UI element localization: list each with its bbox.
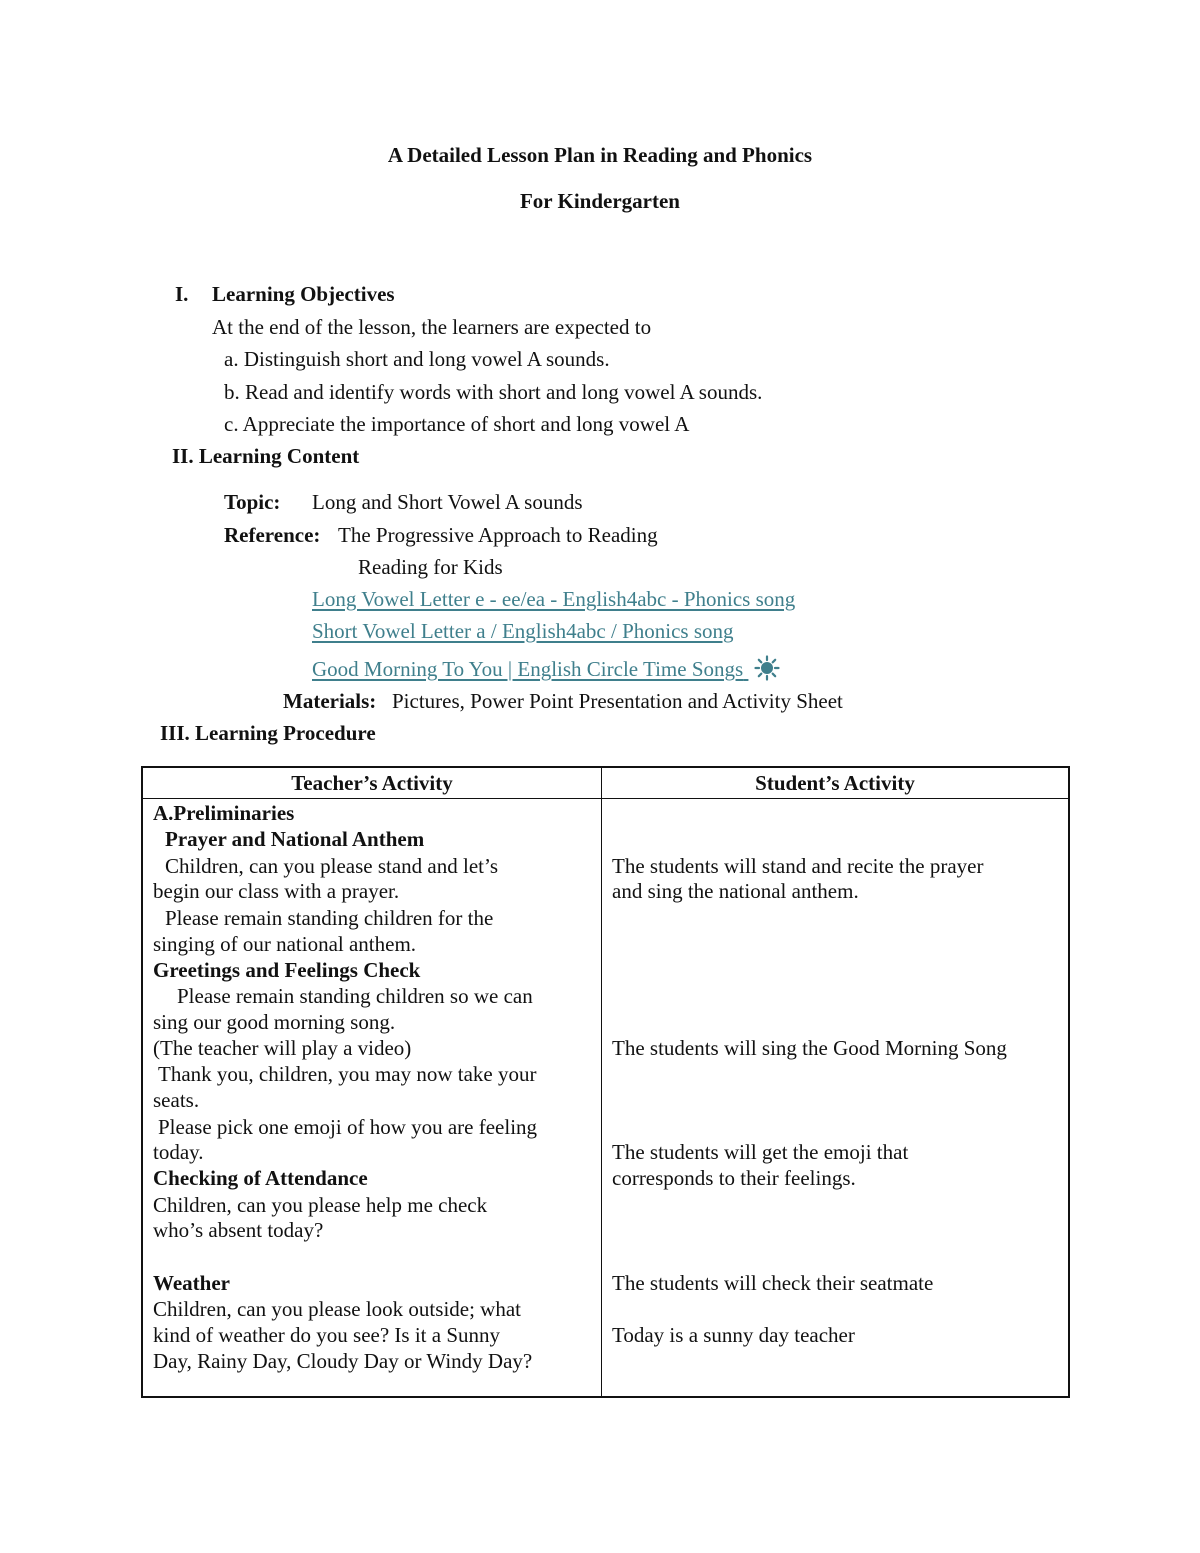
doc-title: A Detailed Lesson Plan in Reading and Phonics [387,143,813,167]
reference-link-good-morning-label: Good Morning To You | English Circle Time Songs [312,657,744,681]
topic-value: Long and Short Vowel A sounds [312,490,583,514]
prayer-line-1a: Children, can you please stand and let’s [165,854,498,878]
materials-label: Materials: [283,689,377,713]
section-preliminaries: A.Preliminaries [153,801,295,825]
student-line-3b: corresponds to their feelings. [612,1166,856,1190]
weather-heading: Weather [153,1271,230,1295]
reference-extra: Reading for Kids [358,555,503,579]
objectives-intro: At the end of the lesson, the learners are expected to [212,315,652,339]
weather-line-1a: Children, can you please look outside; what [153,1297,522,1321]
weather-line-1b: kind of weather do you see? Is it a Sunny [153,1323,501,1347]
table-header-divider [143,798,1068,799]
objectives-numeral: I. [175,282,189,306]
greet-line-1b: sing our good morning song. [153,1010,396,1034]
content-heading: II. Learning Content [172,444,360,468]
greet-line-4a: Please pick one emoji of how you are feeling [158,1115,538,1139]
greet-line-3a: Thank you, children, you may now take your [158,1062,537,1086]
topic-label: Topic: [224,490,281,514]
student-line-5: Today is a sunny day teacher [612,1323,855,1347]
reference-link-short-vowel[interactable]: Short Vowel Letter a / English4abc / Phonics song [312,619,734,643]
col-header-teacher: Teacher’s Activity [291,771,453,795]
greet-line-4b: today. [153,1140,204,1164]
student-line-2: The students will sing the Good Morning Song [612,1036,1007,1060]
attendance-heading: Checking of Attendance [153,1166,368,1190]
student-line-1b: and sing the national anthem. [612,879,859,903]
greet-line-2: (The teacher will play a video) [153,1036,412,1060]
reference-link-long-vowel[interactable]: Long Vowel Letter e - ee/ea - English4abc - Phonics song [312,587,796,611]
objective-item-b: b. Read and identify words with short and long vowel A sounds. [224,380,763,404]
objective-item-c: c. Appreciate the importance of short and long vowel A [224,412,690,436]
materials-value: Pictures, Power Point Presentation and Activity Sheet [392,689,843,713]
prayer-line-2b: singing of our national anthem. [153,932,417,956]
prayer-line-2a: Please remain standing children for the [165,906,494,930]
objectives-heading: Learning Objectives [212,282,395,306]
student-line-4: The students will check their seatmate [612,1271,934,1295]
reference-value: The Progressive Approach to Reading [338,523,658,547]
attendance-line-1a: Children, can you please help me check [153,1193,488,1217]
sun-icon [754,655,780,681]
weather-line-1c: Day, Rainy Day, Cloudy Day or Windy Day? [153,1349,533,1373]
col-header-student: Student’s Activity [755,771,915,795]
doc-subtitle: For Kindergarten [519,189,680,213]
greet-line-1a: Please remain standing children so we can [177,984,533,1008]
procedure-heading: III. Learning Procedure [160,721,376,745]
greet-heading: Greetings and Feelings Check [153,958,421,982]
attendance-line-1b: who’s absent today? [153,1218,324,1242]
reference-label: Reference: [224,523,321,547]
table-column-divider [601,768,602,1396]
reference-link-good-morning[interactable] [312,655,780,682]
greet-line-3b: seats. [153,1088,200,1112]
student-line-3a: The students will get the emoji that [612,1140,909,1164]
prayer-heading: Prayer and National Anthem [165,827,425,851]
procedure-table [141,766,1070,1398]
objective-item-a: a. Distinguish short and long vowel A sounds. [224,347,610,371]
prayer-line-1b: begin our class with a prayer. [153,879,400,903]
student-line-1a: The students will stand and recite the prayer [612,854,984,878]
